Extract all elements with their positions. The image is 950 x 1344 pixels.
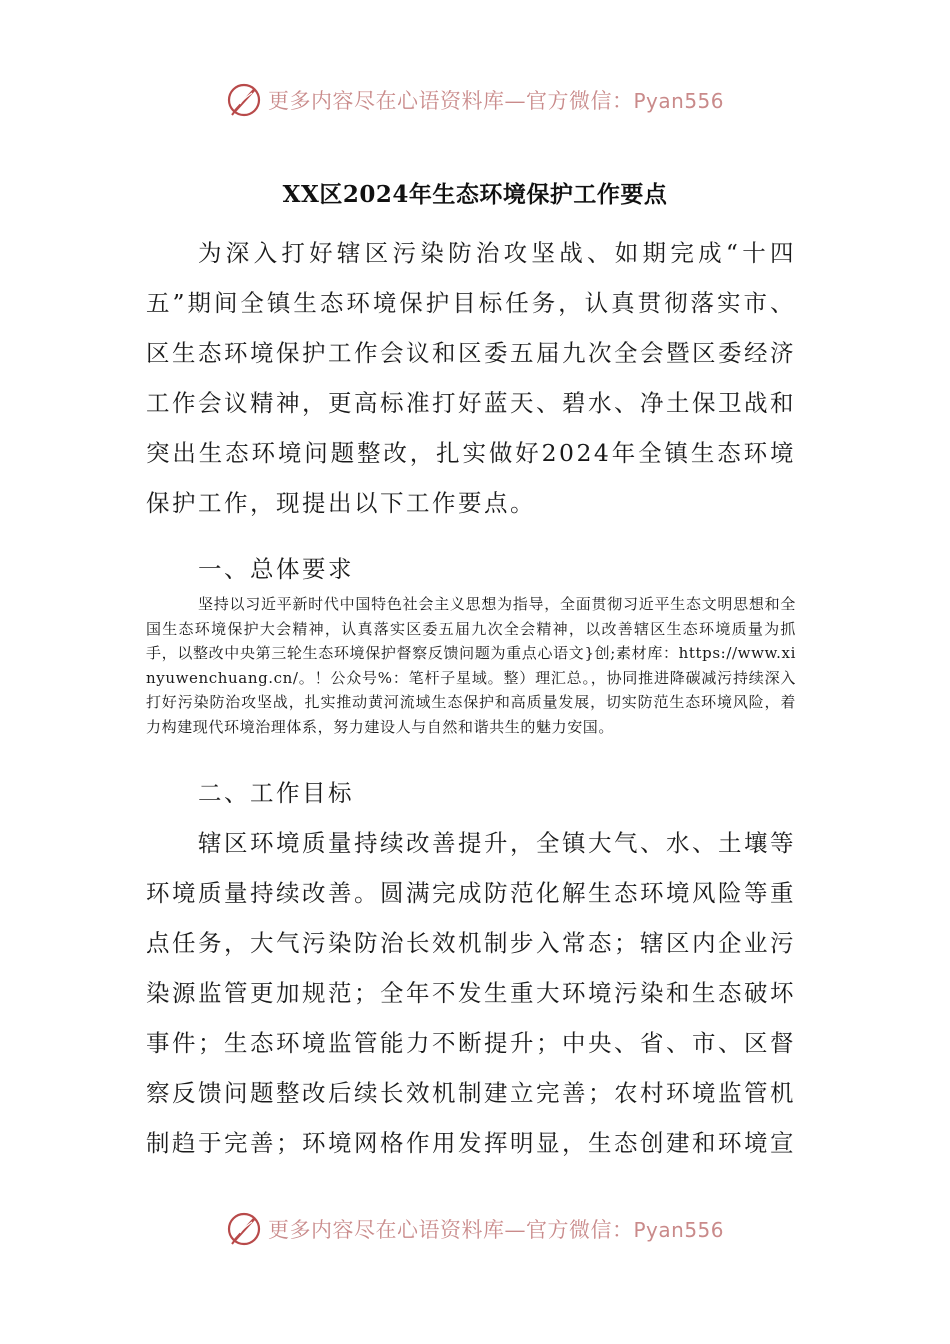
banner-text: 更多内容尽在心语资料库—官方微信： — [267, 1218, 634, 1242]
section-heading-work-goals: 二、工作目标 — [198, 779, 354, 807]
document-title: XX区2024年生态环境保护工作要点 — [282, 181, 668, 208]
banner-text: 更多内容尽在心语资料库—官方微信： — [267, 89, 634, 113]
footer-banner — [0, 1207, 950, 1251]
quill-pen-logo-icon — [226, 82, 262, 118]
intro-paragraph: 为深入打好辖区污染防治攻坚战、如期完成“十四五”期间全镇生态环境保护目标任务，认真贯彻落实市、区生态环境保护工作会议和区委五届九次全会暨区委经济工作会议精神，更高标准打好蓝天、碧水、净土保卫战和突出生态环境问题整改，扎实做好2024年全镇生态环境保护工作，现提出以下工作要点。 — [146, 239, 796, 517]
quill-pen-logo-icon — [226, 1211, 262, 1247]
header-banner — [0, 78, 950, 122]
wechat-id: Pyan556 — [633, 1218, 724, 1242]
section-body-work-goals: 辖区环境质量持续改善提升，全镇大气、水、土壤等环境质量持续改善。圆满完成防范化解生态环境风险等重点任务，大气污染防治长效机制步入常态；辖区内企业污染源监管更加规范；全年不发生重大环境污染和生态破坏事件；生态环境监管能力不断提升；中央、省、市、区督察反馈问题整改后续长效机制建立完善；农村环境监管机制趋于完善；环境网格作用发挥明显，生态创建和环境宣 — [146, 829, 796, 1157]
wechat-id: Pyan556 — [633, 89, 724, 113]
section-body-overall-requirements: 坚持以习近平新时代中国特色社会主义思想为指导，全面贯彻习近平生态文明思想和全国生态环境保护大会精神，认真落实区委五届九次全会精神，以改善辖区生态环境质量为抓手，以整改中央第三轮生态环境保护督察反馈问题为重点心语文}创;素材库：https://www.xinyuwenchuang.cn/。！公众号%：笔杆子星域。整）理汇总。，协同推进降碳减污持续深入打好污染防治攻坚战，扎实推动黄河流域生态保护和高质量发展，切实防范生态环境风险，着力构建现代环境治理体系，努力建设人与自然和谐共生的魅力安国。 — [146, 595, 796, 736]
section-heading-overall-requirements: 一、总体要求 — [198, 555, 354, 583]
